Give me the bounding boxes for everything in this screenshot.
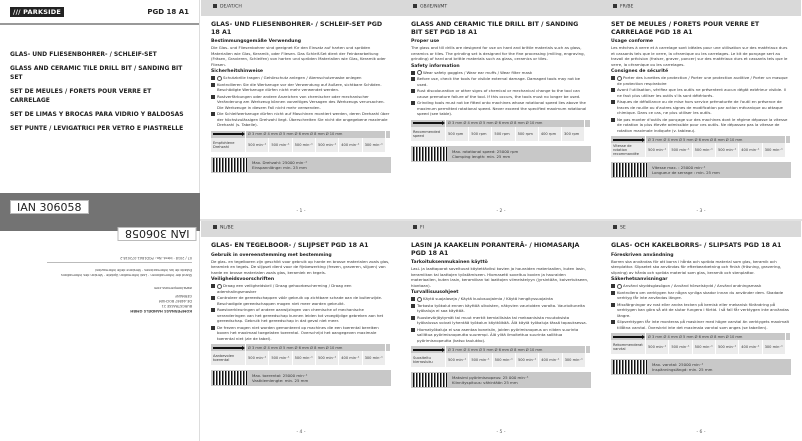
section-title: GLAS- OCH KAKELBORRS- / SLIPSATS PGD 18 A1 <box>611 242 782 249</box>
page-nl <box>201 221 401 441</box>
size-row <box>211 131 391 138</box>
bullet-square-icon <box>213 225 217 229</box>
page-number: - 6 - <box>696 430 706 435</box>
bit-set-icon <box>213 158 247 172</box>
safety-item: Grinding tools must not be fitted onto machines whose rotational speed lies above the maximum permitted rotational speed. Never exceed the specified maximum rotational speed (see table). <box>411 100 591 117</box>
language-header <box>201 0 401 16</box>
speed-row-label: Rekommenderat varvtal <box>611 340 646 354</box>
speed-cell: 500 min⁻¹ <box>246 351 269 365</box>
speed-cell: 500 min⁻¹ <box>492 353 515 367</box>
size-row <box>611 136 791 143</box>
speed-cell: 500 min⁻¹ <box>715 340 738 354</box>
speed-row <box>611 143 791 157</box>
bit-set-icon <box>213 371 247 385</box>
ian-number: IAN 306058 <box>10 200 89 214</box>
speed-cell: 400 min⁻¹ <box>339 138 362 152</box>
speed-row-label: Vitesse de rotation recommandée <box>611 143 646 157</box>
speed-cell: 500 rpm <box>515 127 538 141</box>
page-number: - 4 - <box>296 430 306 435</box>
safety-item: Ne pas monter d'outils de ponçage sur des machines dont le régime dépasse la vitesse de rotation la plus élevée admissible pour ces outils. Ne dépassez pas la vitesse de rotation maximale indiquée (v. tableau). <box>611 117 791 134</box>
back-imprint <box>47 255 192 313</box>
company-web: www.kompernass.com <box>154 286 192 290</box>
speed-cell: 400 min⁻¹ <box>739 143 762 157</box>
page-gb <box>401 0 601 220</box>
max-speed-box <box>411 372 591 388</box>
max-speed-box <box>411 146 591 162</box>
speed-row <box>211 138 391 152</box>
size-list: Ø 3 mm Ø 4 mm Ø 5 mm Ø 6 mm Ø 8 mm Ø 10 mm <box>646 333 786 340</box>
drill-bit-icon <box>213 133 243 135</box>
speed-cell: 300 min⁻¹ <box>362 138 385 152</box>
safety-item: Before use, check the tools for visible external damage. Damaged tools may not be used. <box>411 76 591 87</box>
info-line-1: Stand der Informationen · Last Information Update · Version des informations <box>60 273 192 277</box>
speed-table <box>411 120 591 141</box>
size-row <box>611 333 791 340</box>
speed-table <box>411 346 591 367</box>
intended-use-text: De glas- en tegelboren zijn geschikt voor gebruik op harde en brosse materialen zoals glas, keramiek en tegels. De slijpset dient voor de fijnbewerking (frezen, graveren, slijpen) van harde en brosse materialen zoals glas, keramiek en tegels. <box>211 258 390 275</box>
info-line-2: Estado de las informaciones · Versione delle informazioni <box>95 268 192 272</box>
bullet-square-icon <box>613 225 617 229</box>
max-speed: Max. rotational speed: 25000 rpm <box>452 148 519 154</box>
bit-set-icon <box>613 163 647 177</box>
bit-set-icon <box>413 147 447 161</box>
section-title: SET DE MEULES / FORETS POUR VERRE ET CARRELAGE PGD 18 A1 <box>611 21 760 36</box>
speed-cell: 500 min⁻¹ <box>269 138 292 152</box>
intended-use-text: Borren ska användas för att borra i hårda och spröda material som glas, keramik och stenplattor. Slipsetet ska användas för efterbearbetning och finish (fräsning, gravering, slipning) av hårda och spröda material som glas, keramik och stenplattor. <box>611 258 782 275</box>
speed-cell: 500 min⁻¹ <box>692 143 715 157</box>
goggles-icon <box>417 297 422 302</box>
title-en: GLASS AND CERAMIC TILE DRILL BIT / SANDING BIT SET <box>10 65 183 81</box>
speed-row-label: Suositeltu kierrosluku <box>411 353 446 367</box>
speed-row <box>411 127 591 141</box>
max-speed: Max. toerental: 25000 min⁻¹ <box>252 373 308 378</box>
cover-titles <box>0 25 199 133</box>
size-list: Ø 3 mm Ø 4 mm Ø 5 mm Ø 6 mm Ø 8 mm Ø 10 mm <box>446 346 586 353</box>
clamping-length: Einspannlänge: min. 25 mm <box>252 164 307 170</box>
safety-item: Rust discolouration or other signs of chemical or mechanical change to the tool can cause premature failure of the tool. If this occurs, the tools must no longer be used. <box>411 88 591 99</box>
language-code: DE/AT/CH <box>220 4 242 10</box>
clamping-length: Clamping length: min. 25 mm <box>452 153 511 159</box>
speed-table <box>611 136 791 157</box>
ppe-instruction: Schutzbrille tragen / Gehörschutz anlegen / Atemschutzmaske anlegen <box>211 75 391 81</box>
intended-use-heading: Bestimmungsgemäße Verwendung <box>211 39 301 44</box>
language-header <box>601 0 801 16</box>
safety-item: Hiomatyökaluja ei saa asentaa koneisiin, joiden pyörimisnopeus on niiden suurinta sallittua pyörimisnopeutta suurempi. Älä ylitä ilmoitettua suurinta sallittua pyörimisnopeutta (katso taulukko). <box>411 327 591 344</box>
max-speed: Vitesse max. : 25000 min⁻¹ <box>652 165 706 170</box>
speed-cell: 500 min⁻¹ <box>246 138 269 152</box>
bit-set-icon <box>413 373 447 387</box>
language-code: GB/IE/NI/MT <box>420 4 448 10</box>
intended-use-heading: Tarkoituksenmukainen käyttö <box>411 260 488 265</box>
page-number: - 3 - <box>696 209 706 214</box>
page-de <box>201 0 401 220</box>
speed-row-label: Empfohlene Drehzahl <box>211 138 246 152</box>
speed-cell: 500 min⁻¹ <box>315 138 338 152</box>
language-code: SE <box>620 225 626 231</box>
drill-bit-icon <box>413 349 443 351</box>
size-row <box>211 344 391 351</box>
ppe-instruction: Draag een veiligheidsbril / Draag gehoorbescherming / Draag een ademhalingsmasker <box>211 283 391 294</box>
speed-cell: 500 min⁻¹ <box>692 340 715 354</box>
intended-use-text: Die Glas- und Fliesenbohrer sind geeignet für den Einsatz auf harten und spröden Materialien wie Glas, Keramik, oder Fliesen. Das Schleif-Set dient der Feinbearbeitung (Fräsen, Gravieren, Schleifen) von harten und spröden Materialien wie Glas, Keramik oder Fliesen. <box>211 45 386 67</box>
title-fr: SET DE MEULES / FORETS POUR VERRE ET CARRELAGE <box>10 88 152 104</box>
title-de: GLAS- UND FLIESENBOHRER- / SCHLEIF-SET <box>10 51 157 58</box>
title-it: SET PUNTE / LEVIGATRICI PER VETRO E PIASTRELLE <box>10 125 184 132</box>
safety-item: Tarkasta työkalut ennen käyttöä ulkoisten, näkyvien vaurioiden varalta. Vaurioituneita työkaluja ei saa käyttää. <box>411 303 591 314</box>
section-title: LASIN JA KAAKELIN PORANTERÄ- / HIOMASARJA PGD 18 A1 <box>411 242 580 257</box>
page-number: - 2 - <box>496 209 506 214</box>
company-name: KOMPERNASS HANDELS GMBH <box>130 309 192 313</box>
goggles-icon <box>617 284 622 289</box>
safety-heading: Sicherheitshinweise <box>211 69 264 74</box>
speed-cell: 500 min⁻¹ <box>315 351 338 365</box>
speed-cell: 300 min⁻¹ <box>362 351 385 365</box>
size-list: Ø 3 mm Ø 4 mm Ø 5 mm Ø 6 mm Ø 8 mm Ø 10 mm <box>246 344 386 351</box>
bullet-square-icon <box>413 4 417 8</box>
speed-cell: 300 min⁻¹ <box>762 340 785 354</box>
speed-cell: 500 min⁻¹ <box>515 353 538 367</box>
language-header <box>401 0 601 16</box>
speed-cell: 500 min⁻¹ <box>646 143 669 157</box>
drill-bit-icon <box>613 336 643 338</box>
goggles-icon <box>417 70 422 75</box>
cover-page <box>0 0 200 441</box>
section-title: GLASS AND CERAMIC TILE DRILL BIT / SANDING BIT SET PGD 18 A1 <box>411 21 579 36</box>
goggles-icon <box>217 76 222 81</box>
speed-cell: 400 min⁻¹ <box>539 353 562 367</box>
ppe-instruction: Porter des lunettes de protection / Porter une protection auditive / Porter un masque de protection respiratoire <box>611 75 791 86</box>
safety-item: Rostverfärbungen oder andere Anzeichen von chemischer oder mechanischer Veränderung am Werkzeug können vorzeitiges Versagen des Werkzeugs verursachen. Die Werkzeuge in diesem Fall nicht mehr verwenden. <box>211 94 391 111</box>
page-fr <box>601 0 801 220</box>
speed-cell: 400 min⁻¹ <box>739 340 762 354</box>
max-speed-box <box>211 370 391 386</box>
intended-use-heading: Proper use <box>411 39 440 44</box>
max-speed-box <box>211 157 391 173</box>
speed-table <box>611 333 791 354</box>
size-row <box>411 346 591 353</box>
clamping-length: Kiinnityspituus: vähintään 25 mm <box>452 380 518 385</box>
page-number: - 1 - <box>296 209 306 214</box>
safety-item: Slipverktygen får inte monteras på maskiner med högre varvtal än verktygets maximalt tillåtna varvtal. Överskrid inte det maximala varvtal som anges (se tabellen). <box>611 319 791 330</box>
speed-cell: 500 min⁻¹ <box>269 351 292 365</box>
ppe-instruction: Använd skyddsglasögon / Använd hörselskydd / Använd andningsmask <box>611 283 791 289</box>
ident-line: 07 / 2018 · Ident.-No.: PGD18A1-072018-2 <box>47 255 192 263</box>
intended-use-text: Les mèches à verre et à carrelage sont idéales pour une utilisation sur des matériaux durs et cassants tels que le verre, la céramique ou les carrelages. Le kit de ponçage sert au travail de précision (fraiser, graver, poncer) sur des matériaux durs et cassants tels que le verre, la céramique ou les carrelages. <box>611 45 788 67</box>
section-title: GLAS- EN TEGELBOOR- / SLIJPSET PGD 18 A1 <box>211 242 369 249</box>
safety-item: Risques de défaillance ou de mise hors service prématurée de l'outil en présence de traces de rouille ou d'autres signes de modification par action mécanique ou attaque chimique. Dans ce cas, ne plus utiliser les outils. <box>611 99 791 116</box>
drill-bit-icon <box>613 139 643 141</box>
max-speed: Maksimi pyörimisnopeus: 25 000 min⁻¹ <box>452 375 529 380</box>
company-country: GERMANY <box>175 294 192 298</box>
clamping-length: Vastklemlengte: min. 25 mm <box>252 378 309 383</box>
safety-heading: Veiligheidsvoorschriften <box>211 277 275 282</box>
company-city: DE-44867 BOCHUM <box>158 299 192 303</box>
speed-cell: 500 rpm <box>492 127 515 141</box>
speed-cell: 500 min⁻¹ <box>469 353 492 367</box>
speed-cell: 300 min⁻¹ <box>562 353 585 367</box>
bullet-square-icon <box>413 225 417 229</box>
intended-use-heading: Gebruik in overeenstemming met bestemming <box>211 252 332 258</box>
safety-heading: Säkerhetsanvisningar <box>611 277 668 282</box>
clamping-length: Longueur de serrage : min. 25 mm <box>652 170 720 175</box>
drill-bit-icon <box>213 347 243 349</box>
speed-cell: 400 min⁻¹ <box>339 351 362 365</box>
speed-table <box>211 344 391 365</box>
ian-number-rotated: IAN 306058 <box>118 227 197 241</box>
section-title: GLAS- UND FLIESENBOHRER- / SCHLEIF-SET PGD 18 A1 <box>211 21 383 36</box>
speed-cell: 500 min⁻¹ <box>715 143 738 157</box>
page-fi <box>401 221 601 441</box>
speed-cell: 400 rpm <box>538 127 561 141</box>
safety-item: Avant l'utilisation, vérifiez que les outils ne présentent aucun dégât extérieur visible. Il ne faut plus utiliser les outils s'ils sont détériorés. <box>611 87 791 98</box>
intended-use-heading: Föreskriven användning <box>611 252 674 258</box>
speed-row <box>611 340 791 354</box>
size-list: Ø 3 mm Ø 4 mm Ø 5 mm Ø 6 mm Ø 8 mm Ø 10 mm <box>646 136 786 143</box>
speed-cell: 500 min⁻¹ <box>669 143 692 157</box>
language-header <box>601 221 801 237</box>
safety-item: Roestverkleuringen of andere aanwijzingen van chemische of mechanische veranderingen van het gereedschap kunnen leiden tot vroegtijdige gebreken aan het gereedschap. Gebruik het gereedschap in dat geval niet meer. <box>211 307 391 324</box>
intended-use-text: Lasi- ja laattaporat soveltuvat käytettäviksi kovien ja hauraiden materiaalien, kuten lasin, keramiikan tai laattojen työstämiseen. Hiomasetti soveltuu kovien ja hauraiden materiaalien, kuten lasin, keramiikan tai laattojen viimeistelyyn (jyrsintään, kaivertukseen, hiontaan). <box>411 266 589 288</box>
bullet-square-icon <box>613 4 617 8</box>
max-speed-box <box>611 359 791 375</box>
safety-item: Controleer de gereedschappen vóór gebruik op zichtbare schade aan de buitenzijde. Beschadigde gereedschappen mogen niet meer worden gebruikt. <box>211 295 391 306</box>
speed-table <box>211 131 391 152</box>
bullet-square-icon <box>213 4 217 8</box>
safety-heading: Turvallisuusohjeet <box>411 290 459 295</box>
speed-row-label: Aanbevolen toerental <box>211 351 246 365</box>
speed-row <box>411 353 591 367</box>
speed-cell: 500 min⁻¹ <box>292 351 315 365</box>
speed-row <box>211 351 391 365</box>
intended-use-heading: Usage conforme <box>611 39 654 44</box>
bit-set-icon <box>613 360 647 374</box>
title-es: SET DE LIMAS Y BROCAS PARA VIDRIO Y BALDOSAS <box>10 111 184 118</box>
speed-cell: 300 rpm <box>562 127 585 141</box>
language-header <box>201 221 401 237</box>
clamping-length: Inspänningslängd: min. 25 mm <box>652 367 713 372</box>
drill-bit-icon <box>413 122 443 124</box>
speed-cell: 500 min⁻¹ <box>446 353 469 367</box>
safety-item: Kontrollieren Sie die Werkzeuge vor der Verwendung auf äußere, sichtbare Schäden. Beschädigte Werkzeuge dürfen nicht mehr verwendet werden. <box>211 82 391 93</box>
speed-cell: 300 min⁻¹ <box>762 143 785 157</box>
safety-heading: Safety information <box>411 63 460 69</box>
speed-cell: 500 min⁻¹ <box>669 340 692 354</box>
language-code: FI <box>420 225 424 231</box>
max-speed-box <box>611 162 791 178</box>
safety-item: Ruostevärjäytymät tai muut merkit kemiallisista tai mekaanisista muutoksista työkalussa voivat lyhentää työkalun käyttöikää. Älä käytä työkaluja tässä tapauksessa. <box>411 315 591 326</box>
intended-use-text: The glass and till drills are designed for use on hard and brittle materials such as glass, ceramics or tiles. The grinding set is designed for the fine processing (milling, engraving, grinding) of hard and brittle materials such as glass, ceramics or tiles. <box>411 45 585 61</box>
model-number: PGD 18 A1 <box>147 7 189 16</box>
language-code: NL/BE <box>220 225 234 231</box>
speed-cell: 500 rpm <box>446 127 469 141</box>
parkside-logo: /// PARKSIDE <box>10 7 64 17</box>
company-street: BURGSTRASSE 21 <box>161 304 192 308</box>
speed-cell: 500 min⁻¹ <box>292 138 315 152</box>
safety-item: Kontrollera om verktygen har några synliga skador innan du använder dem. Skadade verktyg får inte användas längre. <box>611 290 791 301</box>
language-code: FR/BE <box>620 4 634 10</box>
safety-item: Die Schleifwerkzeuge dürfen nicht auf Maschinen montiert werden, deren Drehzahl über der höchstzulässigen Drehzahl liegt. Überschreiten Sie nicht die angegebene maximale Drehzahl (s. Tabelle). <box>211 111 391 128</box>
safety-item: Missfärgningar av rost eller andra tecken på kemisk eller mekanisk förändring på verktygen kan göra så att de slutar fungera i förtid. I så fall får verktygen inte användas längre. <box>611 302 791 319</box>
ppe-instruction: Käytä suojalaseja / Käytä kuulosuojaimia / Käytä hengityssuojainta <box>411 296 591 302</box>
size-list: Ø 3 mm Ø 4 mm Ø 5 mm Ø 6 mm Ø 8 mm Ø 10 mm <box>246 131 386 138</box>
max-speed: Max. varvtal: 25000 min⁻¹ <box>652 362 704 367</box>
speed-cell: 500 rpm <box>469 127 492 141</box>
safety-heading: Consignes de sécurité <box>611 69 669 74</box>
speed-cell: 500 min⁻¹ <box>646 340 669 354</box>
language-header <box>401 221 601 237</box>
cover-header <box>0 0 199 25</box>
page-se <box>601 221 801 441</box>
speed-row-label: Recommended speed <box>411 127 446 141</box>
size-row <box>411 120 591 127</box>
safety-item: De frezen mogen niet worden gemonteerd op machines die een toerental bereiken boven het maximaal toegelaten toerental. Overschrijd het aangegeven maximale toerental niet (zie de tabel). <box>211 325 391 342</box>
ppe-instruction: Wear safety goggles / Wear ear muffs / Wear filter mask <box>411 70 591 76</box>
page-number: - 5 - <box>496 430 506 435</box>
size-list: Ø 3 mm Ø 4 mm Ø 5 mm Ø 6 mm Ø 8 mm Ø 10 mm <box>446 120 585 127</box>
max-speed: Max. Drehzahl: 25000 min⁻¹ <box>252 159 307 165</box>
